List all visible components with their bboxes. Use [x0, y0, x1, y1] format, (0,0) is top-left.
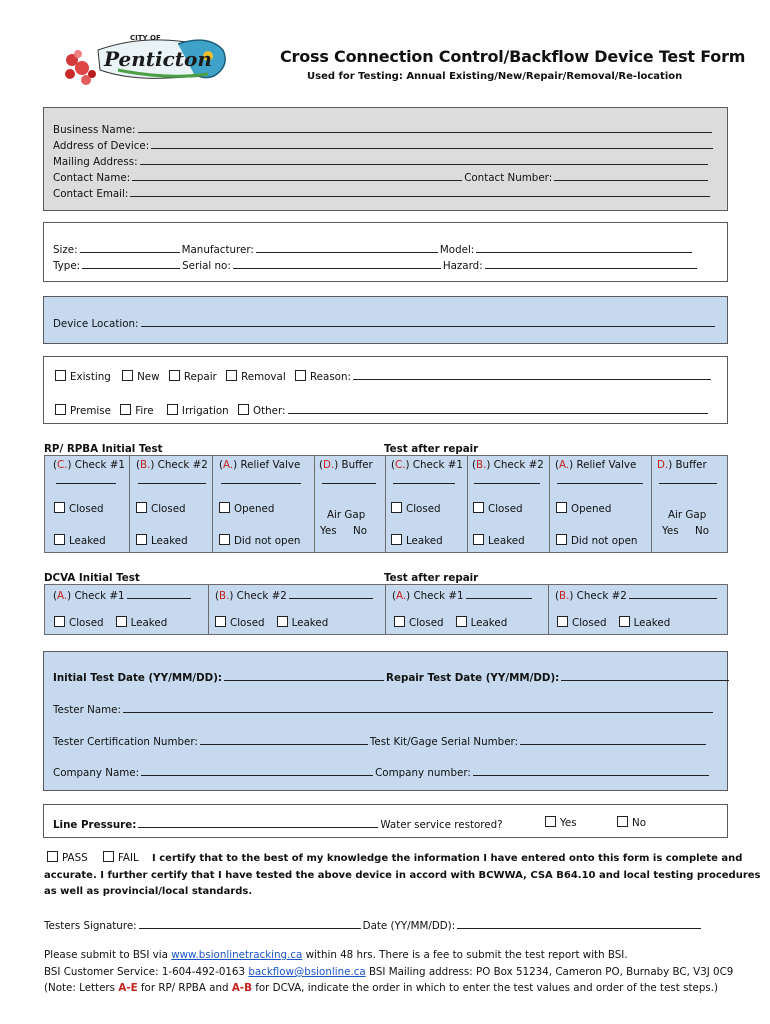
- rp-r-check2-value[interactable]: [474, 473, 540, 484]
- dcva-r-check2-options: Closed Leaked: [557, 616, 670, 629]
- initial-test-date-field[interactable]: [224, 670, 384, 681]
- contact-name-field[interactable]: [132, 170, 462, 181]
- rp-r-check1-closed: Closed: [391, 502, 441, 515]
- mailing-row: Mailing Address:: [53, 154, 710, 168]
- company-row: Company Name: Company number:: [53, 765, 711, 779]
- device-location-row: Device Location:: [53, 316, 717, 330]
- kit-serial-field[interactable]: [520, 734, 706, 745]
- rp-r-check1-label: (C.) Check #1: [391, 459, 463, 471]
- bsi-website-link[interactable]: www.bsionlinetracking.ca: [171, 949, 303, 961]
- line-pressure-field[interactable]: [138, 817, 378, 828]
- company-name-field[interactable]: [141, 765, 373, 776]
- repair-test-date-field[interactable]: [561, 670, 729, 681]
- rp-i-relief-did-not-open: Did not open: [219, 534, 300, 547]
- dcva-i-check2-label: (B.) Check #2: [215, 588, 375, 602]
- address-of-device-field[interactable]: [151, 138, 713, 149]
- dcva-i-check2-leaked-checkbox[interactable]: [277, 616, 288, 627]
- model-field[interactable]: [476, 242, 692, 253]
- address-row: Address of Device:: [53, 138, 715, 152]
- pass-checkbox[interactable]: [47, 851, 58, 862]
- signature-date-field[interactable]: [457, 918, 701, 929]
- rp-i-check2-leaked-checkbox[interactable]: [136, 534, 147, 545]
- existing-checkbox[interactable]: [55, 370, 66, 381]
- rp-r-relief-did-not-open: Did not open: [556, 534, 637, 547]
- certify-line-1: PASS FAIL I certify that to the best of my knowledge the information I have entered onto this form is complete and: [47, 851, 742, 864]
- rp-r-air-gap-options: [662, 525, 709, 537]
- dcva-i-check1-leaked-checkbox[interactable]: [116, 616, 127, 627]
- rp-r-check1-leaked: Leaked: [391, 534, 443, 547]
- footer-submit: Please submit to BSI via www.bsionlinetracking.ca within 48 hrs. There is a fee to submit the test report with BSI.: [44, 949, 628, 961]
- rp-i-buffer-label: (D.) Buffer: [319, 459, 373, 471]
- rp-i-air-gap: Air Gap: [327, 509, 366, 521]
- rp-r-check2-closed: Closed: [473, 502, 523, 515]
- rp-i-air-gap-no[interactable]: No: [353, 525, 368, 537]
- dcva-r-check1-options: Closed Leaked: [394, 616, 507, 629]
- rp-r-relief-label: (A.) Relief Valve: [555, 459, 637, 471]
- reason-field[interactable]: [353, 369, 711, 380]
- rp-i-check1-value[interactable]: [56, 473, 116, 484]
- contact-number-field[interactable]: [554, 170, 708, 181]
- rp-r-relief-value[interactable]: [557, 473, 643, 484]
- repair-checkbox[interactable]: [169, 370, 180, 381]
- rp-r-buffer-label: D.) Buffer: [657, 459, 707, 471]
- rp-i-relief-opened: Opened: [219, 502, 274, 515]
- tester-name-row: Tester Name:: [53, 702, 715, 716]
- rp-r-check1-leaked-checkbox[interactable]: [391, 534, 402, 545]
- dcva-i-check1-closed-checkbox[interactable]: [54, 616, 65, 627]
- dcva-r-check1-leaked-checkbox[interactable]: [456, 616, 467, 627]
- rp-i-check2-label: (B.) Check #2: [136, 459, 208, 471]
- form-title: Cross Connection Control/Backflow Device Test Form: [280, 47, 746, 66]
- rp-r-relief-opened-checkbox[interactable]: [556, 502, 567, 513]
- water-restored-no: No: [617, 816, 646, 829]
- signature-row: Testers Signature: Date (YY/MM/DD):: [44, 918, 703, 932]
- dcva-i-check1-options: Closed Leaked: [54, 616, 167, 629]
- rp-i-check1-closed-checkbox[interactable]: [54, 502, 65, 513]
- dcva-r-check2-label: (B.) Check #2: [555, 588, 719, 602]
- rp-initial-title: RP/ RPBA Initial Test: [44, 443, 163, 455]
- dcva-i-check2-options: Closed Leaked: [215, 616, 328, 629]
- pressure-row: Line Pressure: Water service restored?: [53, 819, 503, 831]
- rp-r-air-gap: Air Gap: [668, 509, 707, 521]
- dcva-r-check2-closed-checkbox[interactable]: [557, 616, 568, 627]
- manufacturer-field[interactable]: [256, 242, 438, 253]
- fail-checkbox[interactable]: [103, 851, 114, 862]
- new-checkbox[interactable]: [122, 370, 133, 381]
- city-of-penticton-logo: [58, 30, 230, 92]
- dcva-r-check2-value[interactable]: [629, 588, 717, 599]
- device-location-field[interactable]: [141, 316, 715, 327]
- rp-r-check2-leaked: Leaked: [473, 534, 525, 547]
- device-row-2: Type: Serial no: Hazard:: [53, 258, 699, 272]
- size-field[interactable]: [80, 242, 180, 253]
- irrigation-checkbox[interactable]: [167, 404, 178, 415]
- category-row: Premise Fire Irrigation Other:: [55, 403, 710, 417]
- rp-i-relief-value[interactable]: [221, 473, 301, 484]
- rp-i-check1-leaked-checkbox[interactable]: [54, 534, 65, 545]
- rp-r-check1-closed-checkbox[interactable]: [391, 502, 402, 513]
- water-restored-no-checkbox[interactable]: [617, 816, 628, 827]
- company-number-field[interactable]: [473, 765, 709, 776]
- dcva-i-check1-label: (A.) Check #1: [53, 588, 193, 602]
- rp-i-check1-leaked: Leaked: [54, 534, 106, 547]
- rp-i-check2-closed-checkbox[interactable]: [136, 502, 147, 513]
- rp-i-check2-value[interactable]: [138, 473, 206, 484]
- rp-i-relief-opened-checkbox[interactable]: [219, 502, 230, 513]
- removal-checkbox[interactable]: [226, 370, 237, 381]
- premise-checkbox[interactable]: [55, 404, 66, 415]
- rp-repair-title: Test after repair: [384, 443, 479, 455]
- dcva-repair-title: Test after repair: [384, 572, 479, 584]
- dcva-i-check2-closed-checkbox[interactable]: [215, 616, 226, 627]
- other-field[interactable]: [288, 403, 708, 414]
- rp-r-relief-opened: Opened: [556, 502, 611, 515]
- reason-row: Existing New Repair Removal Reason:: [55, 369, 713, 383]
- rp-r-check1-value[interactable]: [393, 473, 455, 484]
- rp-r-air-gap-no[interactable]: No: [695, 525, 710, 537]
- type-field[interactable]: [82, 258, 180, 269]
- reason-checkbox[interactable]: [295, 370, 306, 381]
- rp-r-relief-did-not-open-checkbox[interactable]: [556, 534, 567, 545]
- rp-i-buffer-value[interactable]: [322, 473, 376, 484]
- certify-line-2: accurate. I further certify that I have tested the above device in accord with BCWWA, CSA B64.10 and local testing procedures: [44, 870, 761, 881]
- email-row: Contact Email:: [53, 186, 712, 200]
- rp-i-check2-closed: Closed: [136, 502, 186, 515]
- rp-i-check1-closed: Closed: [54, 502, 104, 515]
- business-name-row: Business Name:: [53, 122, 714, 136]
- form-subtitle: Used for Testing: Annual Existing/New/Repair/Removal/Re-location: [307, 71, 683, 82]
- test-dates-row: Initial Test Date (YY/MM/DD): Repair Test Date (YY/MM/DD):: [53, 670, 731, 684]
- water-restored-yes: Yes: [545, 816, 577, 829]
- dcva-r-check2-leaked-checkbox[interactable]: [619, 616, 630, 627]
- rp-i-relief-label: (A.) Relief Valve: [219, 459, 301, 471]
- rp-i-check2-leaked: Leaked: [136, 534, 188, 547]
- bsi-email-link[interactable]: backflow@bsionline.ca: [248, 966, 366, 978]
- logo-city-of: CITY OF: [130, 34, 161, 42]
- rp-i-relief-did-not-open-checkbox[interactable]: [219, 534, 230, 545]
- dcva-i-check1-value[interactable]: [127, 588, 191, 599]
- rp-r-check2-label: (B.) Check #2: [472, 459, 544, 471]
- other-checkbox[interactable]: [238, 404, 249, 415]
- business-name-field[interactable]: [138, 122, 712, 133]
- contact-row: Contact Name: Contact Number:: [53, 170, 710, 184]
- tester-signature-field[interactable]: [139, 918, 361, 929]
- mailing-address-field[interactable]: [140, 154, 708, 165]
- dcva-r-check1-value[interactable]: [466, 588, 532, 599]
- water-restored-yes-checkbox[interactable]: [545, 816, 556, 827]
- rp-r-check2-closed-checkbox[interactable]: [473, 502, 484, 513]
- serial-no-field[interactable]: [233, 258, 441, 269]
- rp-i-check1-label: (C.) Check #1: [53, 459, 125, 471]
- dcva-r-check1-closed-checkbox[interactable]: [394, 616, 405, 627]
- tester-cert-field[interactable]: [200, 734, 368, 745]
- rp-i-air-gap-yes[interactable]: Yes: [320, 525, 337, 537]
- fire-checkbox[interactable]: [120, 404, 131, 415]
- footer-service: BSI Customer Service: 1-604-492-0163 backflow@bsionline.ca BSI Mailing address: PO Box 51234, Cameron PO, Burnaby BC, V3J 0C9: [44, 966, 734, 978]
- rp-i-air-gap-options: [320, 525, 367, 537]
- dcva-initial-title: DCVA Initial Test: [44, 572, 140, 584]
- tester-name-field[interactable]: [123, 702, 713, 713]
- rp-r-check2-leaked-checkbox[interactable]: [473, 534, 484, 545]
- contact-email-field[interactable]: [130, 186, 710, 197]
- logo-wordmark: Penticton: [104, 47, 212, 71]
- footer-note: (Note: Letters A-E for RP/ RPBA and A-B for DCVA, indicate the order in which to enter the test values and order of the test steps.): [44, 982, 719, 994]
- tester-cert-row: Tester Certification Number: Test Kit/Gage Serial Number:: [53, 734, 708, 748]
- device-row-1: Size: Manufacturer: Model:: [53, 242, 694, 256]
- certify-line-3: as well as provincial/local standards.: [44, 886, 253, 897]
- rp-r-air-gap-yes[interactable]: Yes: [662, 525, 679, 537]
- rp-r-buffer-value[interactable]: [659, 473, 717, 484]
- dcva-i-check2-value[interactable]: [289, 588, 373, 599]
- dcva-r-check1-label: (A.) Check #1: [392, 588, 534, 602]
- hazard-field[interactable]: [485, 258, 697, 269]
